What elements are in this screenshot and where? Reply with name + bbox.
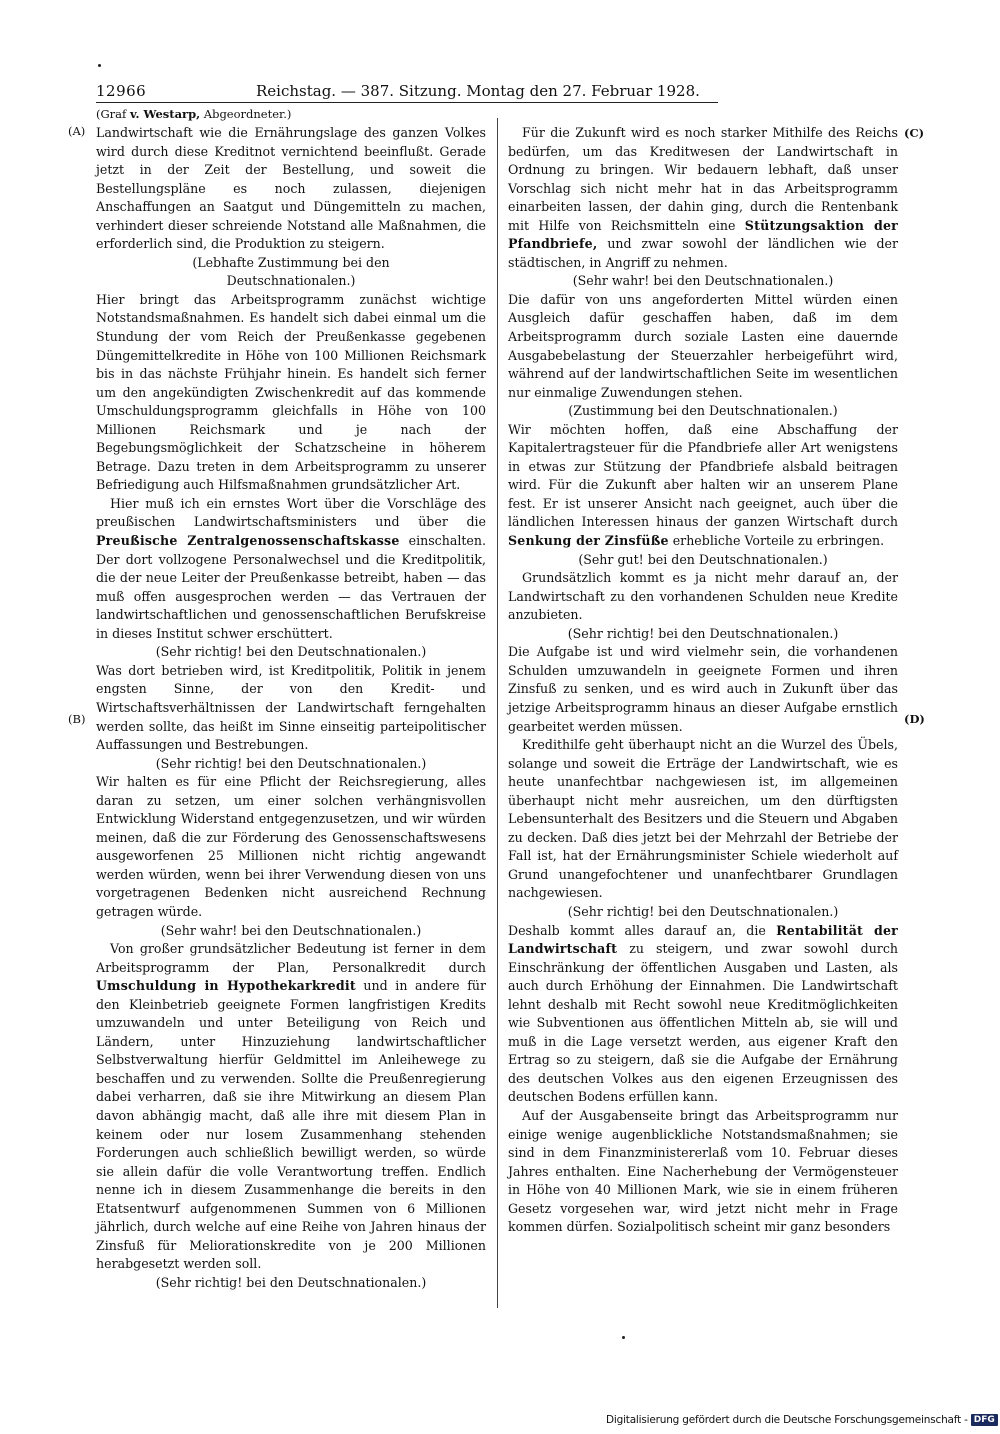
left-column: [96, 124, 486, 1292]
running-head: Reichstag. — 387. Sitzung. Montag den 27. Februar 1928.: [256, 82, 700, 100]
paragraph-text: Deshalb kommt alles darauf an, die: [508, 922, 777, 938]
paragraph: Die dafür von uns angeforderten Mittel würden einen Ausgleich dafür geschaffen haben, daß im dem Arbeitsprogramm durch soziale Lasten eine dauernde Ausgabebelastung der Steuerzahler herbeigeführt wird, während auf der landwirtschaftlichen Seite im wesentlichen nur einmalige Zuwendungen stehen.: [508, 291, 898, 400]
digitization-credit: [606, 1412, 996, 1428]
paragraph: [508, 124, 898, 272]
paragraph: [96, 495, 486, 643]
audience-reaction: (Sehr wahr! bei den Deutschnationalen.): [160, 922, 422, 938]
audience-reaction: (Lebhafte Zustimmung bei den Deutschnationalen.): [192, 254, 390, 289]
paragraph-text: und in andere für den Kleinbetrieb geeignete Formen langfristigen Kredits umzuwandeln und unter Beteiligung von Reich und Ländern, unter Hinzuziehung landwirtschaftlicher Selbstverwaltung hierfür Geldmittel im Anleihewege zu beschaffen und zu verwenden. Sollte die Preußenregierung dabei verharren, daß sie ihre Mitwirkung an diesem Plan davon abhängig macht, daß alle ihre mit diesem Plan in keinem oder nur losem Zusammenhang stehenden Forderungen auch schließlich bewilligt werden, so würde sie allein dafür die volle Verantwortung treffen. Endlich nenne ich in diesem Zusammenhange die bereits in den Etatsentwurf aufgenommenen Summen von 6 Millionen jährlich, durch welche auf eine Reihe von Jahren hinaus der Zinsfuß für Meliorationskredite von je 200 Millionen herabgesetzt werden soll.: [96, 978, 486, 1272]
paragraph-text: Für die Zukunft wird es noch starker Mithilfe des Reichs bedürfen, um das Kreditwesen der Landwirtschaft in Ordnung zu bringen. Wir bedauern lebhaft, daß unser Vorschlag sich nicht mehr hat in das Arbeitsprogramm einarbeiten lassen, der dahin ging, durch die Rentenbank mit Hilfe von Reichsmitteln eine: [508, 125, 898, 233]
paragraph-text: erhebliche Vorteile zu erbringen.: [668, 533, 885, 549]
margin-marker-c: (C): [904, 126, 925, 140]
audience-reaction: (Sehr richtig! bei den Deutschnationalen.): [567, 903, 839, 919]
page-speck: [622, 1336, 625, 1339]
audience-reaction: (Sehr wahr! bei den Deutschnationalen.): [572, 273, 834, 289]
audience-reaction: (Sehr gut! bei den Deutschnationalen.): [578, 551, 828, 567]
speaker-role: Abgeordneter.): [200, 107, 292, 121]
paragraph: Hier bringt das Arbeitsprogramm zunächst wichtige Notstandsmaßnahmen. Es handelt sich dabei einmal um die Stundung der vom Reich der Preußenkasse gegebenen Düngemittelkredite in Höhe von 100 Millionen Reichsmark bis in das nächste Frühjahr hinein. Es handelt sich ferner um den angekündigten Zwischenkredit auf das kommende Umschuldungsprogramm gleichfalls in Höhe von 100 Millionen Reichsmark und je nach der Begebungsmöglichkeit der Schatzscheine in höherem Betrage. Dazu treten in dem Arbeitsprogramm zu unserer Befriedigung auch Hilfsmaßnahmen grundsätzlicher Art.: [96, 291, 486, 493]
paragraph-text: Hier muß ich ein ernstes Wort über die Vorschläge des preußischen Landwirtschaftsministers und über die: [96, 495, 486, 530]
audience-reaction: (Zustimmung bei den Deutschnationalen.): [568, 403, 838, 419]
margin-marker-d: (D): [904, 712, 925, 726]
paragraph-text: Von großer grundsätzlicher Bedeutung ist ferner in dem Arbeitsprogramm der Plan, Personalkredit durch: [96, 941, 486, 975]
paragraph: [96, 940, 486, 1274]
paragraph: Die Aufgabe ist und wird vielmehr sein, die vorhandenen Schulden umzuwandeln in geeignete Formen und ihren Zinsfuß zu senken, und es wird auch in Zukunft über das jetzige Arbeitsprogramm hinaus an dieser Aufgabe ernstlich gearbeitet werden müssen.: [508, 644, 898, 734]
speaker-name: v. Westarp,: [129, 107, 201, 121]
credit-text: Digitalisierung gefördert durch die Deutsche Forschungsgemeinschaft -: [606, 1414, 968, 1426]
paragraph: [508, 922, 898, 1107]
audience-reaction: (Sehr richtig! bei den Deutschnationalen.): [155, 644, 427, 660]
speaker-line: [96, 106, 291, 122]
paragraph-text: zu steigern, und zwar sowohl durch Einschränkung der öffentlichen Ausgaben und Lasten, als auch durch Erhöhung der Einnahmen. Die Landwirtschaft lehnt deshalb mit Recht sowohl neue Kreditmöglichkeiten wie Subventionen aus öffentlichen Mitteln ab, sie will und muß in die Lage versetzt werden, aus eigener Kraft den Ertrag so zu steigern, daß sie die Aufgabe der Ernährung des deutschen Volkes aus den eigenen Erzeugnissen des deutschen Bodens erfüllen kann.: [508, 941, 898, 1105]
paragraph: Auf der Ausgabenseite bringt das Arbeitsprogramm nur einige wenige augenblickliche Notstandsmaßnahmen; sie sind in dem Finanzministererlaß vom 10. Februar dieses Jahres enthalten. Eine Nacherhebung der Vermögensteuer in Höhe von 40 Millionen Mark, wie sie in einem früheren Gesetz vorgesehen war, wird jetzt nicht mehr in Frage kommen dürfen. Sozialpolitisch scheint mir ganz besonders: [508, 1107, 898, 1235]
emphasized-term: Stützungsaktion der Pfandbriefe,: [508, 217, 898, 252]
column-divider: [497, 118, 498, 1308]
emphasized-term: Rentabilität der Landwirtschaft: [508, 922, 898, 957]
right-column: [508, 124, 898, 1237]
page-header: [96, 80, 718, 103]
paragraph: Grundsätzlich kommt es ja nicht mehr darauf an, der Landwirtschaft zu den vorhandenen Schulden neue Kredite anzubieten.: [508, 570, 898, 623]
paragraph: Kredithilfe geht überhaupt nicht an die Wurzel des Übels, solange und soweit die Erträge der Landwirtschaft, wie es heute unanfechtbar nachgewiesen ist, im allgemeinen überhaupt nicht mehr ausreichen, um den dürftigsten Lebensunterhalt des Besitzers und die Steuern und Abgaben zu decken. Daß dies jetzt bei der Mehrzahl der Betriebe der Fall ist, hat der Ernährungsminister Schiele wiederholt auf Grund unangefochtener und unanfechtbarer Grundlagen nachgewiesen.: [508, 737, 898, 901]
emphasized-term: Senkung der Zinsfüße: [508, 533, 669, 549]
paragraph-text: und zwar sowohl der ländlichen wie der städtischen, in Angriff zu nehmen.: [508, 236, 898, 270]
paragraph-text: einschalten. Der dort vollzogene Personalwechsel und die Kreditpolitik, die der neue Leiter der Preußenkasse betreibt, haben — das muß offen ausgesprochen werden — das Vertrauen der landwirtschaftlichen und genossenschaftlichen Berufskreise in dieses Institut schwer erschüttert.: [96, 533, 487, 641]
paragraph: [508, 421, 898, 551]
audience-reaction: (Sehr richtig! bei den Deutschnationalen.): [155, 1274, 427, 1290]
emphasized-term: Preußische Zentralgenossenschaftskasse: [96, 533, 400, 549]
page-speck: [98, 64, 101, 67]
margin-marker-b: (B): [68, 712, 86, 726]
paragraph: Landwirtschaft wie die Ernährungslage des ganzen Volkes wird durch diese Kreditnot vernichtend beeinflußt. Gerade jetzt in der Zeit der Bestellung, und soweit die Bestellungspläne es noch zulassen, diejenigen Anschaffungen an Saatgut und Düngemitteln zu machen, verhindert dieser schreiende Notstand alle Maßnahmen, die erforderlich sind, die Produktion zu steigern.: [96, 125, 486, 252]
dfg-logo: DFG: [971, 1414, 998, 1426]
paragraph: Wir halten es für eine Pflicht der Reichsregierung, alles daran zu setzen, um einer solchen verhängnisvollen Entwicklung Widerstand entgegenzusetzen, und wir würden meinen, daß die zur Förderung des Genossenschaftswesens ausgeworfenen 25 Millionen nicht richtig angewandt werden würden, wenn bei ihrer Verwendung diesen von uns vorgetragenen Bedenken nicht ausreichend Rechnung getragen würde.: [96, 774, 486, 919]
audience-reaction: (Sehr richtig! bei den Deutschnationalen.): [155, 755, 427, 771]
audience-reaction: (Sehr richtig! bei den Deutschnationalen.): [567, 625, 839, 641]
paragraph-text: Wir möchten hoffen, daß eine Abschaffung der Kapitalertragsteuer für die Pfandbriefe aller Art wenigstens in etwas zur Stützung der Pfandbriefe alsbald beitragen wird. Für die Zukunft aber halten wir an unserem Plane fest. Er ist unserer Ansicht nach geeignet, auch über die ländlichen Interessen hinaus der ganzen Wirtschaft durch: [508, 421, 898, 530]
emphasized-term: Umschuldung in Hypothekarkredit: [96, 978, 356, 994]
paragraph: Was dort betrieben wird, ist Kreditpolitik, Politik in jenem engsten Sinne, der von den Kredit- und Wirtschaftsverhältnissen der Landwirtschaft ferngehalten werden sollte, das heißt im Sinne einseitig parteipolitischer Auffassungen und Bestrebungen.: [96, 662, 486, 753]
page-number: 12966: [96, 82, 147, 100]
margin-marker-a: (A): [68, 124, 86, 138]
speaker-open: (Graf: [96, 107, 130, 121]
